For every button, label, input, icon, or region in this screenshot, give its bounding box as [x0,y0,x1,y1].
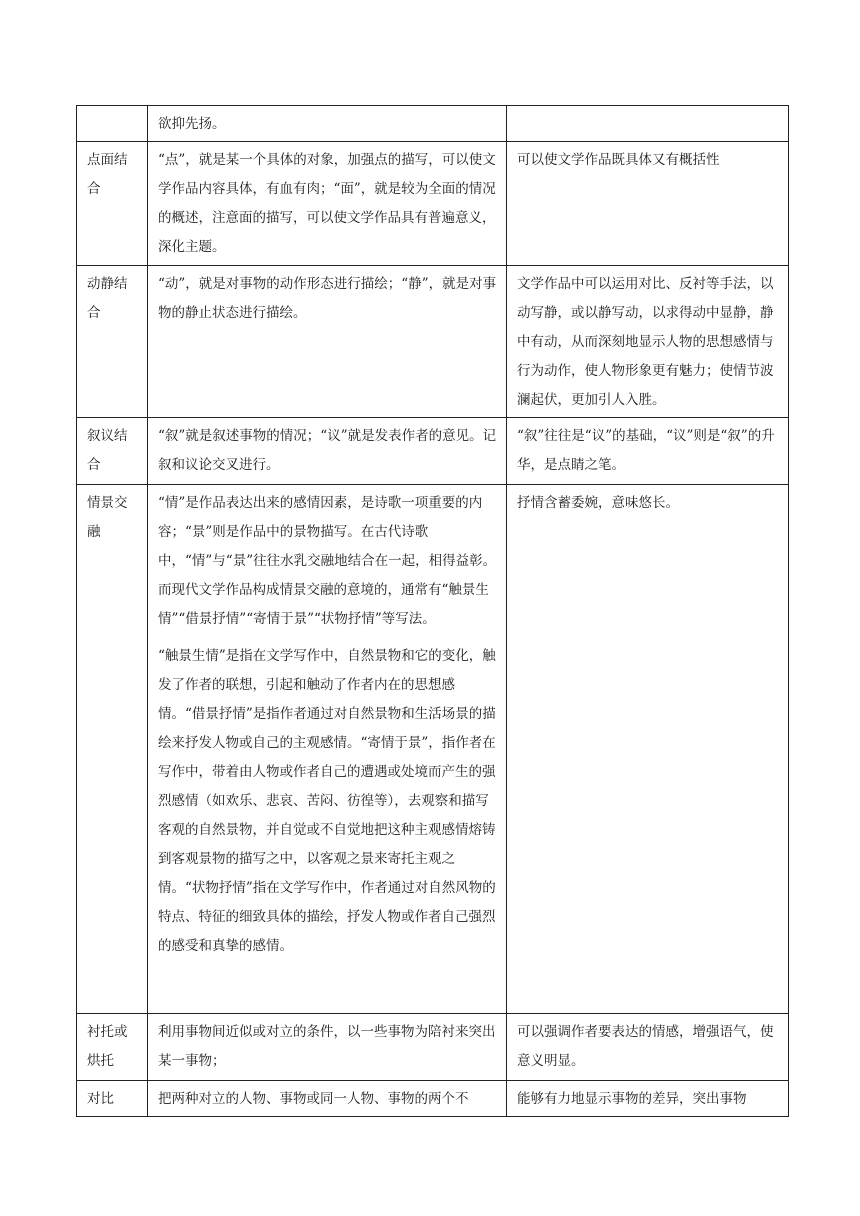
table-row [77,485,789,1014]
table-row [77,142,789,266]
description-text: “情”是作品表达出来的感情因素，是诗歌一项重要的内容；“景”则是作品中的景物描写。在古代诗歌中，“情”与“景”往往水乳交融地结合在一起，相得益彰。而现代文学作品构成情景交融的意境的，通常有“触景生情”“借景抒情”“寄情于景”“状物抒情”等写法。 [158,495,497,627]
description-text: “叙”就是叙述事物的情况；“议”就是发表作者的意见。记叙和议论交叉进行。 [158,428,497,473]
table-row [77,418,789,485]
techniques-table [76,105,789,1117]
term-cell: 情景交融 [77,485,148,1014]
effect-cell: 可以强调作者要表达的情感，增强语气，使意义明显。 [507,1014,789,1081]
effect-cell [507,106,789,142]
description-text: “触景生情”是指在文学写作中，自然景物和它的变化，触发了作者的联想，引起和触动了作者内在的思想感情。“借景抒情”是指作者通过对自然景物和生活场景的描绘来抒发人物或自己的主观感情。“寄情于景”，指作者在写作中，带着由人物或作者自己的遭遇或处境而产生的强烈感情（如欢乐、悲哀、苦闷、彷徨等），去观察和描写客观的自然景物，并自觉或不自觉地把这种主观感情熔铸到客观景物的描写之中，以客观之景来寄托主观之情。“状物抒情”指在文学写作中，作者通过对自然风物的特点、特征的细致具体的描绘，抒发人物或作者自己强烈的感受和真挚的感情。 [158,648,496,954]
description-cell [148,485,507,1014]
term-cell: 动静结合 [77,266,148,418]
description-cell [148,1081,507,1117]
effect-cell: 文学作品中可以运用对比、反衬等手法，以动写静，或以静写动，以求得动中显静，静中有动，从而深刻地显示人物的思想感情与行为动作，使人物形象更有魅力；使情节波澜起伏，更加引人入胜。 [507,266,789,418]
description-cell [148,142,507,266]
description-cell [148,106,507,142]
term-cell: 叙议结合 [77,418,148,485]
effect-cell: 能够有力地显示事物的差异，突出事物 [507,1081,789,1117]
description-cell [148,418,507,485]
effect-cell: 抒情含蓄委婉，意味悠长。 [507,485,789,1014]
table-row [77,1081,789,1117]
effect-cell: “叙”往往是“议”的基础，“议”则是“叙”的升华，是点睛之笔。 [507,418,789,485]
table-row [77,266,789,418]
term-cell: 点面结合 [77,142,148,266]
description-cell [148,266,507,418]
table-row [77,106,789,142]
description-text: 欲抑先扬。 [158,116,226,132]
term-cell: 衬托或烘托 [77,1014,148,1081]
description-text: “点”，就是某一个具体的对象，加强点的描写，可以使文学作品内容具体，有血有肉；“面”，就是较为全面的情况的概述，注意面的描写，可以使文学作品具有普遍意义，深化主题。 [158,152,496,255]
description-text: 把两种对立的人物、事物或同一人物、事物的两个不 [158,1091,469,1107]
term-cell [77,106,148,142]
table-row [77,1014,789,1081]
description-cell [148,1014,507,1081]
term-cell: 对比 [77,1081,148,1117]
effect-cell: 可以使文学作品既具体又有概括性 [507,142,789,266]
description-text: 利用事物间近似或对立的条件，以一些事物为陪衬来突出某一事物； [158,1024,496,1069]
description-text: “动”，就是对事物的动作形态进行描绘；“静”，就是对事物的静止状态进行描绘。 [158,276,497,321]
